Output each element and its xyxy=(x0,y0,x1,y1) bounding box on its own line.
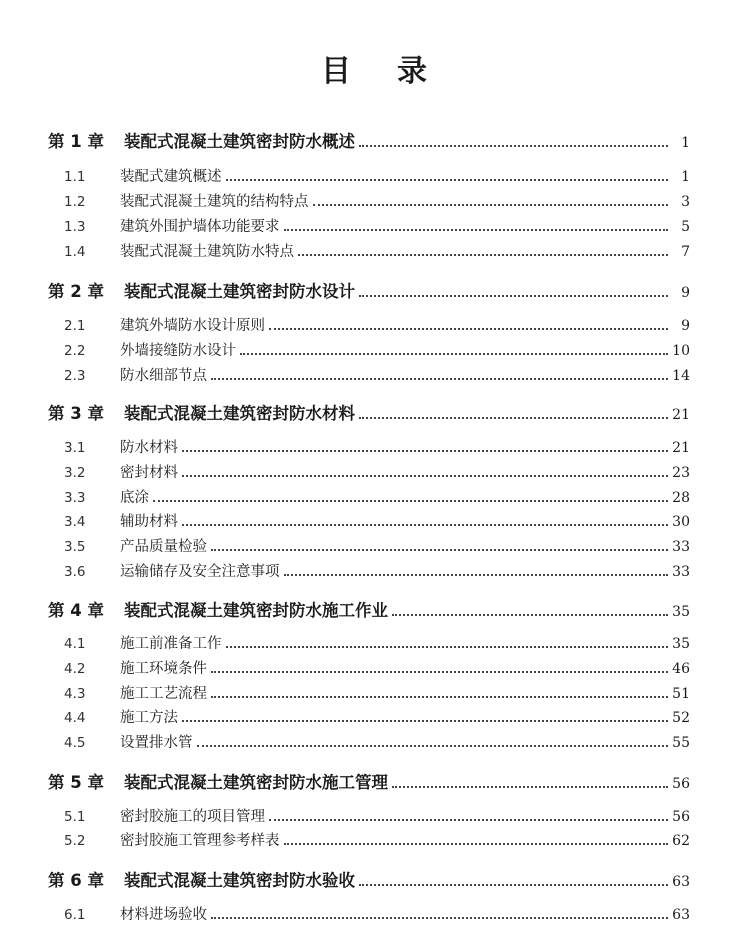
entry-number: 3.3 xyxy=(64,490,86,506)
entry-page-number: 14 xyxy=(672,368,690,384)
toc-section-entry[interactable] xyxy=(48,364,690,388)
entry-page-number: 33 xyxy=(672,564,690,580)
toc-section-entry[interactable] xyxy=(48,240,690,264)
dot-leader xyxy=(359,884,668,886)
entry-number: 4.1 xyxy=(64,636,86,652)
title-char-1: 目 xyxy=(321,54,353,89)
entry-page-number: 33 xyxy=(672,539,690,555)
dot-leader xyxy=(298,254,668,256)
dot-leader xyxy=(182,450,668,452)
toc-section-entry[interactable] xyxy=(48,731,690,755)
entry-number: 第 4 章 xyxy=(48,601,104,620)
entry-page-number: 62 xyxy=(672,833,690,849)
entry-title: 装配式建筑概述 xyxy=(120,169,222,185)
toc-chapter-entry[interactable] xyxy=(48,400,690,430)
entry-number: 2.2 xyxy=(64,343,86,359)
entry-title: 产品质量检验 xyxy=(120,539,207,555)
entry-page-number: 3 xyxy=(681,194,690,210)
toc-section-entry[interactable] xyxy=(48,314,690,338)
entry-title: 防水材料 xyxy=(120,440,178,456)
dot-leader xyxy=(182,475,668,477)
entry-title: 装配式混凝土建筑密封防水验收 xyxy=(124,871,355,890)
entry-title: 施工方法 xyxy=(120,710,178,726)
toc-section-entry[interactable] xyxy=(48,215,690,239)
dot-leader xyxy=(269,819,668,821)
entry-number: 4.3 xyxy=(64,686,86,702)
dot-leader xyxy=(284,843,669,845)
dot-leader xyxy=(182,720,668,722)
toc-section-entry[interactable] xyxy=(48,682,690,706)
toc-section-entry[interactable] xyxy=(48,510,690,534)
entry-page-number: 63 xyxy=(672,874,690,890)
toc-section-entry[interactable] xyxy=(48,486,690,510)
dot-leader xyxy=(226,646,669,648)
entry-page-number: 63 xyxy=(672,907,690,923)
dot-leader xyxy=(240,353,668,355)
entry-title: 装配式混凝土建筑防水特点 xyxy=(120,244,294,260)
entry-number: 6.1 xyxy=(64,907,86,923)
entry-page-number: 56 xyxy=(672,809,690,825)
entry-title: 装配式混凝土建筑密封防水施工作业 xyxy=(124,601,388,620)
entry-title: 设置排水管 xyxy=(120,735,193,751)
entry-title: 建筑外围护墙体功能要求 xyxy=(120,219,280,235)
entry-title: 外墙接缝防水设计 xyxy=(120,343,236,359)
toc-section-entry[interactable] xyxy=(48,165,690,189)
dot-leader xyxy=(359,145,668,147)
entry-number: 1.3 xyxy=(64,219,86,235)
entry-title: 防水细部节点 xyxy=(120,368,207,384)
entry-number: 3.5 xyxy=(64,539,86,555)
entry-number: 3.1 xyxy=(64,440,86,456)
entry-number: 5.2 xyxy=(64,833,86,849)
entry-number: 1.4 xyxy=(64,244,86,260)
entry-page-number: 5 xyxy=(681,219,690,235)
dot-leader xyxy=(359,295,668,297)
entry-page-number: 56 xyxy=(672,776,690,792)
entry-title: 密封胶施工的项目管理 xyxy=(120,809,265,825)
entry-title: 装配式混凝土建筑密封防水设计 xyxy=(124,282,355,301)
entry-title: 施工环境条件 xyxy=(120,661,207,677)
dot-leader xyxy=(211,549,668,551)
entry-title: 施工前准备工作 xyxy=(120,636,222,652)
toc-chapter-entry[interactable] xyxy=(48,597,690,627)
toc-section-entry[interactable] xyxy=(48,657,690,681)
entry-title: 辅助材料 xyxy=(120,514,178,530)
entry-page-number: 52 xyxy=(672,710,690,726)
entry-page-number: 21 xyxy=(672,407,690,423)
entry-number: 5.1 xyxy=(64,809,86,825)
entry-title: 装配式混凝土建筑密封防水概述 xyxy=(124,132,355,151)
entry-number: 2.3 xyxy=(64,368,86,384)
entry-number: 1.1 xyxy=(64,169,86,185)
page-title xyxy=(0,46,750,90)
entry-number: 第 1 章 xyxy=(48,132,104,151)
entry-title: 装配式混凝土建筑密封防水施工管理 xyxy=(124,773,388,792)
dot-leader xyxy=(211,378,668,380)
title-char-2: 录 xyxy=(397,54,429,89)
entry-title: 密封胶施工管理参考样表 xyxy=(120,833,280,849)
entry-number: 4.2 xyxy=(64,661,86,677)
toc-chapter-entry[interactable] xyxy=(48,867,690,897)
dot-leader xyxy=(211,696,668,698)
toc-section-entry[interactable] xyxy=(48,560,690,584)
entry-number: 1.2 xyxy=(64,194,86,210)
toc-section-entry[interactable] xyxy=(48,632,690,656)
entry-number: 第 3 章 xyxy=(48,404,104,423)
dot-leader xyxy=(359,417,668,419)
dot-leader xyxy=(211,917,668,919)
toc-section-entry[interactable] xyxy=(48,436,690,460)
dot-leader xyxy=(197,745,669,747)
entry-page-number: 35 xyxy=(672,604,690,620)
dot-leader xyxy=(392,614,668,616)
entry-title: 密封材料 xyxy=(120,465,178,481)
entry-page-number: 46 xyxy=(672,661,690,677)
toc-chapter-entry[interactable] xyxy=(48,128,690,158)
entry-page-number: 55 xyxy=(672,735,690,751)
entry-page-number: 35 xyxy=(672,636,690,652)
entry-page-number: 23 xyxy=(672,465,690,481)
entry-title: 装配式混凝土建筑的结构特点 xyxy=(120,194,309,210)
entry-number: 3.2 xyxy=(64,465,86,481)
entry-title: 装配式混凝土建筑密封防水材料 xyxy=(124,404,355,423)
entry-page-number: 1 xyxy=(681,135,690,151)
toc-section-entry[interactable] xyxy=(48,190,690,214)
entry-title: 建筑外墙防水设计原则 xyxy=(120,318,265,334)
toc-chapter-entry[interactable] xyxy=(48,278,690,308)
dot-leader xyxy=(211,671,668,673)
dot-leader xyxy=(182,524,668,526)
toc-section-entry[interactable] xyxy=(48,805,690,829)
entry-title: 底涂 xyxy=(120,490,149,506)
toc-section-entry[interactable] xyxy=(48,461,690,485)
entry-page-number: 51 xyxy=(672,686,690,702)
entry-page-number: 30 xyxy=(672,514,690,530)
entry-page-number: 21 xyxy=(672,440,690,456)
dot-leader xyxy=(392,786,668,788)
dot-leader xyxy=(226,179,669,181)
entry-page-number: 28 xyxy=(672,490,690,506)
entry-number: 第 6 章 xyxy=(48,871,104,890)
toc-section-entry[interactable] xyxy=(48,706,690,730)
dot-leader xyxy=(284,574,669,576)
toc-chapter-entry[interactable] xyxy=(48,769,690,799)
dot-leader xyxy=(269,328,668,330)
entry-number: 3.4 xyxy=(64,514,86,530)
entry-number: 2.1 xyxy=(64,318,86,334)
toc-section-entry[interactable] xyxy=(48,339,690,363)
entry-number: 第 2 章 xyxy=(48,282,104,301)
dot-leader xyxy=(284,229,669,231)
entry-number: 第 5 章 xyxy=(48,773,104,792)
entry-page-number: 10 xyxy=(672,343,690,359)
entry-page-number: 1 xyxy=(681,169,690,185)
entry-page-number: 9 xyxy=(681,285,690,301)
toc-section-entry[interactable] xyxy=(48,903,690,927)
entry-number: 4.5 xyxy=(64,735,86,751)
entry-title: 材料进场验收 xyxy=(120,907,207,923)
entry-title: 施工工艺流程 xyxy=(120,686,207,702)
toc-section-entry[interactable] xyxy=(48,829,690,853)
entry-number: 3.6 xyxy=(64,564,86,580)
entry-page-number: 7 xyxy=(681,244,690,260)
toc-section-entry[interactable] xyxy=(48,535,690,559)
entry-title: 运输储存及安全注意事项 xyxy=(120,564,280,580)
dot-leader xyxy=(313,204,669,206)
entry-number: 4.4 xyxy=(64,710,86,726)
dot-leader xyxy=(153,500,668,502)
entry-page-number: 9 xyxy=(681,318,690,334)
